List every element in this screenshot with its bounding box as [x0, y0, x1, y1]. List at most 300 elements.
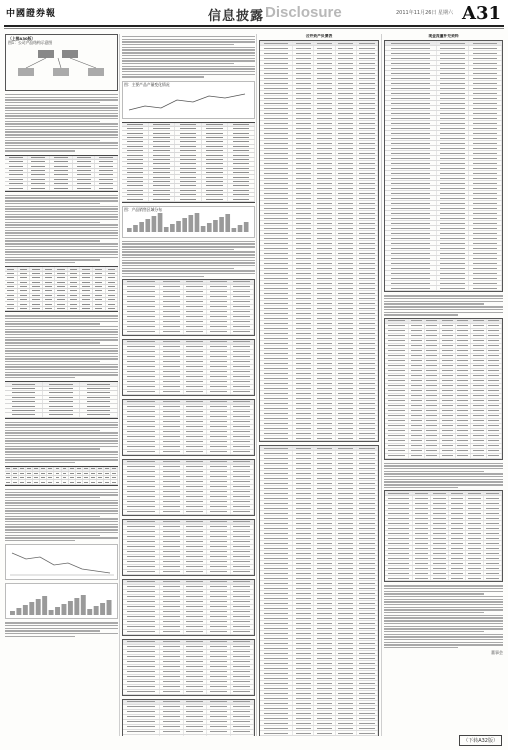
table-cell	[336, 541, 357, 545]
chart-bar	[182, 218, 187, 232]
table-cell	[469, 196, 502, 200]
table-cell	[260, 671, 293, 675]
table-cell	[160, 615, 184, 619]
table-cell	[293, 216, 314, 220]
table-cell	[5, 382, 43, 385]
table-cell	[123, 300, 160, 304]
table-cell	[293, 521, 314, 525]
table-cell	[336, 261, 357, 265]
table-cell	[385, 61, 437, 65]
table-cell	[149, 189, 176, 192]
table-cell	[385, 384, 409, 388]
table-cell	[413, 541, 431, 545]
table-cell	[469, 106, 502, 110]
table-cell	[293, 651, 314, 655]
table-cell	[184, 505, 208, 509]
table-cell	[336, 301, 357, 305]
table-cell	[293, 381, 314, 385]
text-line	[5, 323, 100, 324]
table-cell	[184, 410, 208, 414]
table-cell	[385, 176, 437, 180]
table-cell	[123, 350, 160, 354]
table-cell	[293, 471, 314, 475]
table-cell	[336, 486, 357, 490]
table-cell	[314, 681, 335, 685]
table-cell	[184, 625, 208, 629]
table-cell	[336, 51, 357, 55]
table-cell	[231, 560, 255, 564]
table-cell	[336, 56, 357, 60]
table-cell	[28, 173, 51, 176]
table-cell	[336, 346, 357, 350]
table-cell	[440, 344, 455, 348]
table-cell	[466, 506, 484, 510]
table-cell	[19, 472, 26, 475]
table-cell	[469, 276, 502, 280]
table-cell	[385, 271, 437, 275]
table-cell	[469, 161, 502, 165]
chart-caption: 图：主要产品产量变化情况	[124, 81, 170, 87]
table-cell	[260, 526, 293, 530]
table-cell	[466, 546, 484, 550]
table-cell	[293, 226, 314, 230]
table-cell	[437, 166, 470, 170]
table-cell	[184, 580, 208, 584]
table-cell	[357, 346, 378, 350]
text-line	[5, 113, 118, 114]
table-cell	[55, 302, 68, 305]
table-cell	[123, 435, 160, 439]
table-cell	[123, 330, 160, 334]
table-cell	[207, 295, 231, 299]
table-cell	[5, 409, 43, 412]
table-cell	[314, 61, 335, 65]
column-1	[5, 34, 118, 736]
table-cell	[175, 171, 202, 174]
table-cell	[456, 354, 471, 358]
table-cell	[336, 116, 357, 120]
table-cell	[409, 329, 424, 333]
chart-caption: 图：产品销售区域分布	[124, 206, 162, 212]
table-cell	[149, 153, 176, 156]
table-cell	[106, 302, 119, 305]
table-cell	[385, 419, 409, 423]
table-cell	[293, 476, 314, 480]
table-cell	[336, 586, 357, 590]
table-cell	[123, 720, 160, 724]
text-line	[122, 60, 255, 61]
table-cell	[260, 266, 293, 270]
table-cell	[293, 351, 314, 355]
table-cell	[357, 196, 378, 200]
table-cell	[385, 261, 437, 265]
table-cell	[207, 320, 231, 324]
table-cell	[471, 454, 486, 458]
financial-table	[122, 399, 255, 456]
table-cell	[123, 305, 160, 309]
table-cell	[440, 364, 455, 368]
table-cell	[293, 61, 314, 65]
table-cell	[437, 41, 470, 45]
table-cell	[336, 611, 357, 615]
table-cell	[73, 178, 96, 181]
table-row	[123, 450, 254, 455]
table-cell	[437, 201, 470, 205]
table-cell	[471, 404, 486, 408]
table-cell	[80, 298, 93, 301]
table-cell	[184, 400, 208, 404]
table-cell	[413, 491, 431, 495]
text-line	[5, 257, 118, 258]
chart-bar	[81, 595, 86, 615]
table-cell	[314, 311, 335, 315]
chart-bar	[23, 605, 28, 615]
table-cell	[357, 526, 378, 530]
table-cell	[43, 307, 56, 310]
table-cell	[260, 71, 293, 75]
table-cell	[160, 595, 184, 599]
table-cell	[487, 379, 502, 383]
table-cell	[336, 511, 357, 515]
text-line	[5, 197, 118, 198]
table-cell	[409, 319, 424, 323]
table-cell	[231, 615, 255, 619]
table-cell	[231, 430, 255, 434]
table-cell	[5, 307, 18, 310]
table-cell	[469, 206, 502, 210]
table-cell	[314, 156, 335, 160]
table-cell	[409, 359, 424, 363]
table-cell	[293, 186, 314, 190]
table-cell	[184, 320, 208, 324]
table-cell	[385, 354, 409, 358]
table-cell	[336, 131, 357, 135]
table-cell	[314, 316, 335, 320]
table-cell	[123, 685, 160, 689]
table-cell	[43, 396, 81, 399]
table-cell	[357, 256, 378, 260]
table-cell	[260, 411, 293, 415]
table-cell	[336, 456, 357, 460]
table-cell	[122, 149, 149, 152]
table-cell	[437, 151, 470, 155]
table-cell	[357, 56, 378, 60]
table-cell	[385, 146, 437, 150]
table-cell	[385, 166, 437, 170]
table-cell	[260, 681, 293, 685]
table-cell	[5, 476, 12, 479]
table-cell	[207, 610, 231, 614]
table-cell	[385, 236, 437, 240]
table-cell	[314, 631, 335, 635]
table-cell	[293, 276, 314, 280]
table-cell	[385, 541, 413, 545]
table-cell	[314, 571, 335, 575]
table-cell	[425, 344, 440, 348]
text-line	[5, 625, 118, 626]
table-cell	[123, 410, 160, 414]
table-cell	[43, 382, 81, 385]
table-cell	[314, 86, 335, 90]
table-cell	[314, 581, 335, 585]
table-cell	[207, 435, 231, 439]
table-cell	[12, 472, 19, 475]
table-cell	[207, 680, 231, 684]
table-cell	[160, 430, 184, 434]
table-cell	[293, 446, 314, 450]
table-cell	[413, 546, 431, 550]
table-cell	[314, 586, 335, 590]
table-cell	[231, 380, 255, 384]
table-cell	[487, 444, 502, 448]
table-cell	[357, 271, 378, 275]
table-cell	[260, 186, 293, 190]
table-cell	[68, 285, 81, 288]
table-cell	[357, 431, 378, 435]
table-cell	[260, 666, 293, 670]
table-cell	[437, 161, 470, 165]
text-line	[5, 457, 118, 458]
table-cell	[231, 715, 255, 719]
chart-bar	[145, 219, 150, 232]
table-cell	[357, 386, 378, 390]
table-cell	[425, 444, 440, 448]
table-cell	[357, 671, 378, 675]
article-text	[384, 463, 503, 489]
table-cell	[260, 161, 293, 165]
text-line	[5, 369, 118, 370]
table-cell	[471, 419, 486, 423]
table-cell	[314, 536, 335, 540]
table-cell	[293, 466, 314, 470]
table-cell	[437, 76, 470, 80]
table-cell	[425, 399, 440, 403]
table-cell	[357, 561, 378, 565]
chart-bar	[158, 213, 163, 232]
financial-table	[384, 490, 503, 582]
text-line	[384, 617, 503, 618]
table-cell	[231, 565, 255, 569]
table-cell	[469, 146, 502, 150]
table-cell	[260, 466, 293, 470]
table-cell	[5, 281, 18, 284]
table-cell	[336, 416, 357, 420]
table-cell	[456, 339, 471, 343]
table-cell	[231, 675, 255, 679]
text-line	[384, 593, 484, 594]
table-cell	[385, 186, 437, 190]
table-cell	[175, 180, 202, 183]
table-cell	[260, 226, 293, 230]
table-cell	[293, 221, 314, 225]
table-cell	[425, 324, 440, 328]
table-cell	[122, 197, 149, 200]
table-cell	[385, 389, 409, 393]
text-line	[5, 249, 118, 250]
table-cell	[469, 71, 502, 75]
table-cell	[336, 571, 357, 575]
table-cell	[160, 505, 184, 509]
table-cell	[50, 182, 73, 185]
table-cell	[5, 160, 28, 163]
table-cell	[73, 160, 96, 163]
table-cell	[425, 354, 440, 358]
table-cell	[456, 379, 471, 383]
table-cell	[260, 561, 293, 565]
table-cell	[336, 376, 357, 380]
table-cell	[160, 660, 184, 664]
table-cell	[484, 526, 502, 530]
table-cell	[80, 307, 93, 310]
table-cell	[293, 266, 314, 270]
table-cell	[123, 625, 160, 629]
table-cell	[293, 606, 314, 610]
text-line	[384, 306, 503, 307]
table-cell	[260, 451, 293, 455]
table-cell	[425, 369, 440, 373]
table-cell	[123, 475, 160, 479]
table-cell	[469, 156, 502, 160]
table-cell	[437, 46, 470, 50]
table-cell	[385, 556, 413, 560]
table-cell	[469, 241, 502, 245]
table-cell	[437, 196, 470, 200]
table-cell	[293, 496, 314, 500]
table-cell	[123, 730, 160, 734]
table-cell	[314, 201, 335, 205]
chart-bar	[10, 611, 15, 615]
table-cell	[160, 340, 184, 344]
chart-bar	[42, 596, 47, 615]
table-cell	[385, 526, 413, 530]
table-cell	[314, 401, 335, 405]
table-cell	[260, 366, 293, 370]
table-cell	[314, 701, 335, 705]
table-cell	[123, 370, 160, 374]
chart-bar	[62, 604, 67, 615]
text-line	[122, 243, 255, 244]
table-cell	[357, 341, 378, 345]
table-cell	[471, 334, 486, 338]
text-line	[5, 502, 118, 503]
table-cell	[184, 700, 208, 704]
table-cell	[260, 581, 293, 585]
table-cell	[80, 400, 118, 403]
text-line	[384, 609, 503, 610]
table-cell	[184, 405, 208, 409]
table-cell	[357, 541, 378, 545]
table-cell	[175, 189, 202, 192]
chart-bar	[16, 608, 21, 615]
table-cell	[207, 505, 231, 509]
table-cell	[293, 506, 314, 510]
table-cell	[123, 605, 160, 609]
table-cell	[357, 646, 378, 650]
table-cell	[184, 730, 208, 734]
table-cell	[314, 526, 335, 530]
table-cell	[437, 126, 470, 130]
table-cell	[336, 206, 357, 210]
table-cell	[18, 267, 31, 270]
table-cell	[385, 506, 413, 510]
table-cell	[314, 601, 335, 605]
table-cell	[469, 256, 502, 260]
table-cell	[260, 261, 293, 265]
table-cell	[184, 340, 208, 344]
table-cell	[336, 726, 357, 730]
table-cell	[228, 167, 255, 170]
table-cell	[260, 696, 293, 700]
table-cell	[293, 391, 314, 395]
table-cell	[357, 321, 378, 325]
text-line	[384, 468, 503, 469]
table-cell	[123, 385, 160, 389]
table-cell	[440, 429, 455, 433]
table-cell	[18, 294, 31, 297]
table-cell	[231, 370, 255, 374]
table-cell	[260, 391, 293, 395]
table-cell	[207, 725, 231, 729]
table-cell	[336, 311, 357, 315]
text-line	[5, 636, 75, 637]
table-cell	[184, 655, 208, 659]
chart-bar	[36, 599, 41, 615]
table-cell	[314, 566, 335, 570]
text-line	[5, 443, 118, 444]
table-cell	[160, 315, 184, 319]
table-cell	[336, 446, 357, 450]
text-line	[384, 481, 503, 482]
table-cell	[293, 141, 314, 145]
text-line	[5, 516, 100, 517]
table-cell	[73, 182, 96, 185]
table-cell	[456, 374, 471, 378]
table-cell	[336, 196, 357, 200]
column-divider	[381, 34, 382, 736]
text-line	[384, 309, 503, 310]
table-cell	[471, 374, 486, 378]
table-cell	[385, 404, 409, 408]
table-cell	[314, 256, 335, 260]
text-line	[122, 58, 255, 59]
table-cell	[385, 344, 409, 348]
text-line	[5, 372, 118, 373]
article-text	[384, 295, 503, 315]
table-cell	[437, 106, 470, 110]
table-cell	[385, 394, 409, 398]
table-cell	[43, 413, 81, 416]
table-cell	[207, 590, 231, 594]
table-cell	[336, 421, 357, 425]
table-cell	[484, 571, 502, 575]
table-cell	[260, 346, 293, 350]
table-cell	[487, 449, 502, 453]
table-cell	[184, 615, 208, 619]
table-cell	[487, 424, 502, 428]
table-cell	[231, 365, 255, 369]
table-cell	[437, 56, 470, 60]
table-cell	[5, 294, 18, 297]
table-cell	[409, 349, 424, 353]
table-row	[123, 630, 254, 635]
table-cell	[449, 501, 467, 505]
continued-footer: （下转A32版）	[459, 735, 502, 746]
chart-bar	[195, 213, 200, 232]
table-cell	[357, 691, 378, 695]
table-cell	[231, 665, 255, 669]
table-cell	[487, 404, 502, 408]
table-cell	[260, 66, 293, 70]
